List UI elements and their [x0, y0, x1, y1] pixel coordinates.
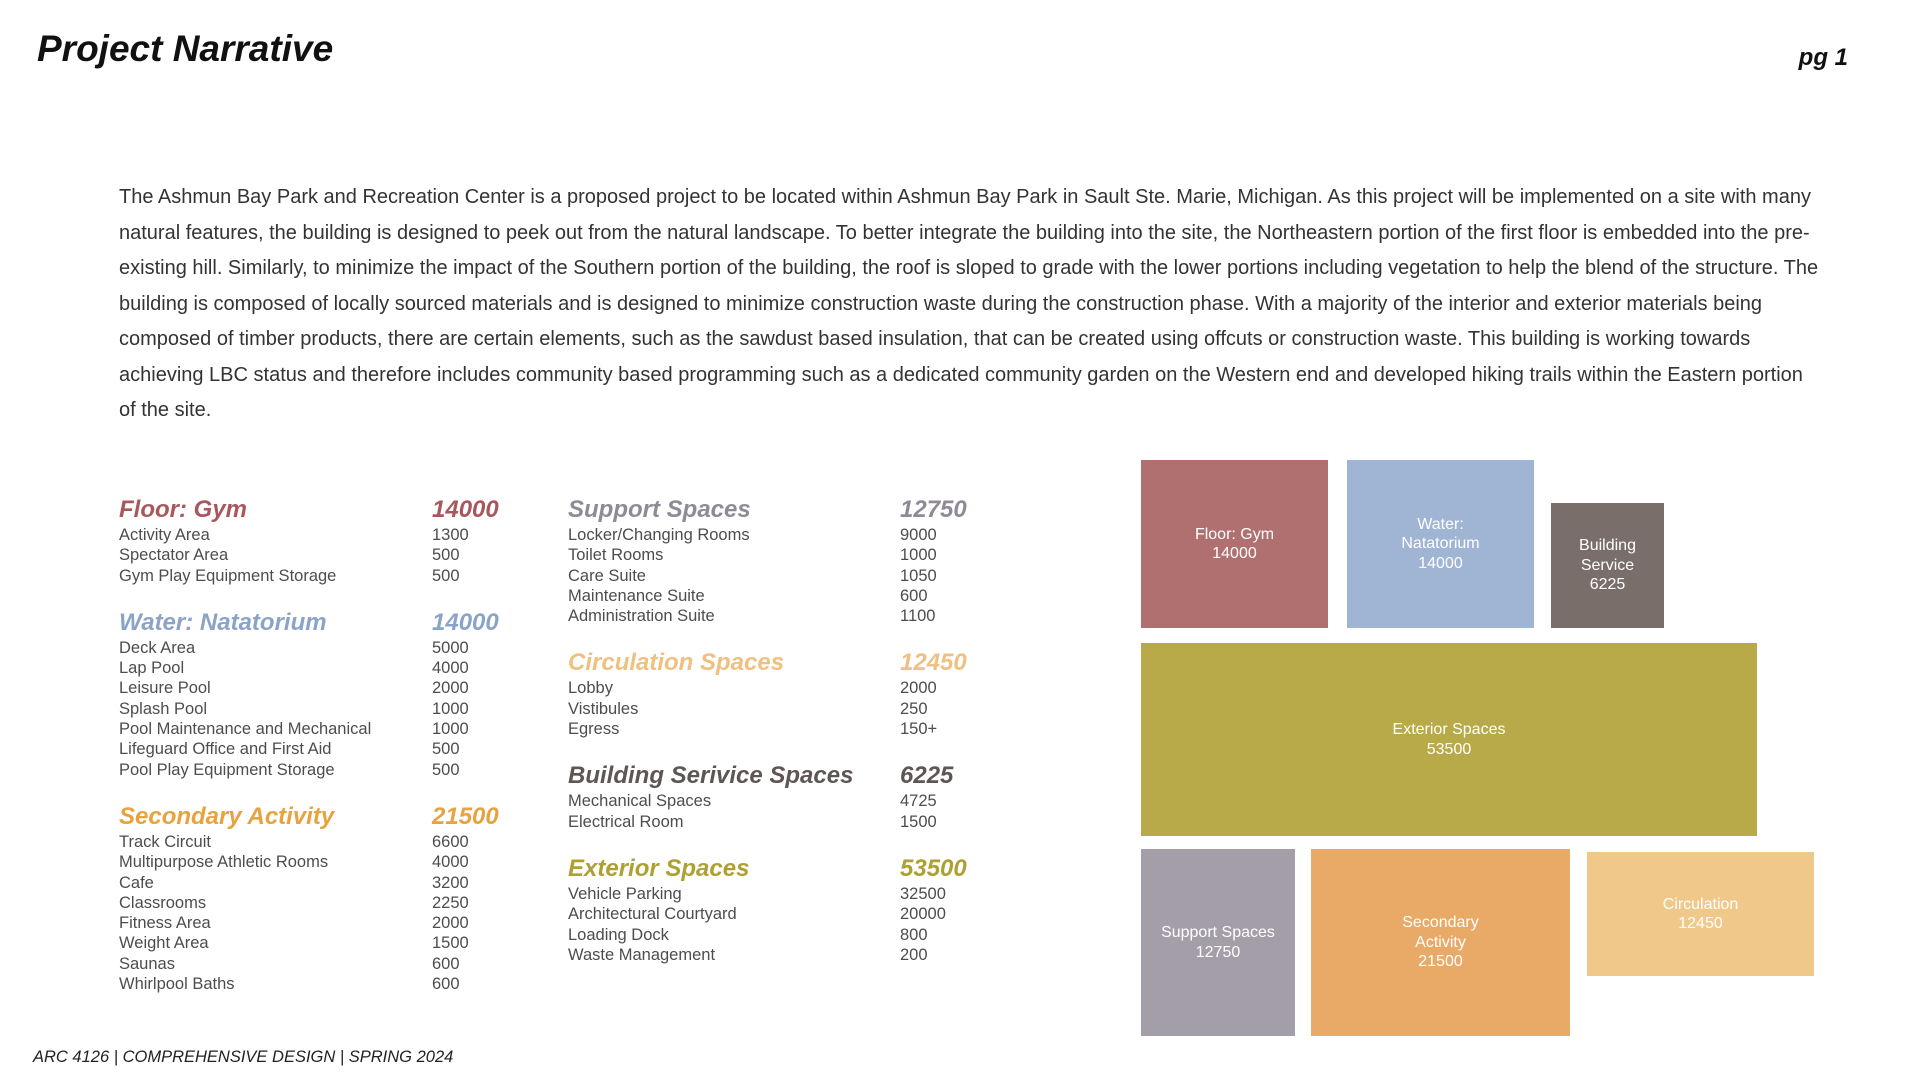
- program-item: [568, 884, 988, 904]
- group-total: 6225: [900, 762, 954, 790]
- item-label: Lap Pool: [119, 659, 185, 678]
- item-label: Pool Play Equipment Storage: [119, 760, 335, 779]
- program-group-circulation: [568, 649, 988, 739]
- program-item: [568, 566, 988, 586]
- block-label: Floor: Gym: [1194, 525, 1275, 543]
- item-value: 2000: [432, 679, 469, 698]
- item-value: 1000: [432, 699, 469, 718]
- item-label: Electrical Room: [568, 812, 684, 831]
- item-label: Care Suite: [568, 566, 646, 585]
- item-value: 4000: [432, 853, 469, 872]
- block-circulation: [1587, 852, 1814, 976]
- item-label: Leisure Pool: [119, 679, 211, 698]
- item-value: 4725: [900, 792, 937, 811]
- group-name: Floor: Gym: [119, 496, 248, 523]
- group-total: 14000: [432, 496, 499, 523]
- program-item: [119, 545, 519, 565]
- program-group-support: [568, 496, 988, 626]
- program-item: [568, 904, 988, 924]
- item-value: 4000: [432, 659, 469, 678]
- item-label: Lifeguard Office and First Aid: [119, 740, 332, 759]
- block-label: Building: [1579, 537, 1636, 555]
- block-label-line-2: Service: [1580, 556, 1635, 574]
- program-item: [119, 760, 519, 780]
- item-value: 2250: [432, 893, 469, 912]
- group-total: 12750: [900, 496, 967, 523]
- program-item: [568, 719, 988, 739]
- group-total: 12450: [900, 649, 967, 677]
- page-title: Project Narrative: [37, 28, 334, 69]
- item-value: 800: [900, 925, 928, 944]
- item-label: Lobby: [568, 679, 613, 698]
- block-label: Water:: [1417, 515, 1464, 533]
- group-name: Water: Natatorium: [119, 608, 327, 636]
- item-label: Track Circuit: [119, 832, 211, 851]
- program-item: [568, 545, 988, 565]
- block-label-line-2: Natatorium: [1401, 535, 1480, 553]
- item-label: Architectural Courtyard: [568, 905, 737, 924]
- program-item: [568, 812, 988, 832]
- item-value: 1300: [432, 526, 469, 544]
- item-value: 6600: [432, 832, 469, 851]
- item-label: Mechanical Spaces: [568, 792, 712, 811]
- block-value: 12750: [1195, 943, 1241, 961]
- program-item: [568, 586, 988, 606]
- program-item: [119, 832, 519, 852]
- item-label: Classrooms: [119, 893, 207, 912]
- item-label: Weight Area: [119, 934, 209, 953]
- item-value: 500: [432, 546, 460, 565]
- program-list-right: [568, 496, 988, 988]
- program-group-gym: [119, 496, 519, 586]
- block-label: Exterior Spaces: [1392, 721, 1506, 738]
- course-footer: ARC 4126 | COMPREHENSIVE DESIGN | SPRING 2024: [33, 1048, 454, 1066]
- block-exterior-spaces: [1141, 643, 1757, 836]
- item-value: 2000: [900, 679, 937, 698]
- program-item: [119, 658, 519, 678]
- item-label: Loading Dock: [568, 925, 669, 944]
- program-item: [119, 954, 519, 974]
- block-label: Support Spaces: [1161, 924, 1275, 941]
- program-item: [119, 852, 519, 872]
- block-value: 21500: [1418, 953, 1463, 971]
- item-value: 600: [900, 586, 928, 605]
- block-value: 53500: [1426, 740, 1472, 758]
- item-label: Whirlpool Baths: [119, 975, 235, 994]
- group-name: Support Spaces: [568, 496, 751, 523]
- group-total: 14000: [432, 608, 499, 636]
- block-label-line-2: Activity: [1415, 933, 1466, 951]
- program-item: [119, 699, 519, 719]
- item-value: 250: [900, 699, 928, 718]
- program-item: [119, 913, 519, 933]
- item-label: Fitness Area: [119, 914, 211, 933]
- block-water-natatorium: [1347, 460, 1534, 628]
- item-label: Locker/Changing Rooms: [568, 526, 750, 544]
- item-label: Gym Play Equipment Storage: [119, 566, 337, 585]
- item-value: 9000: [900, 526, 937, 544]
- program-list-left: [119, 496, 519, 1017]
- group-name: Circulation Spaces: [568, 649, 785, 677]
- item-value: 1000: [432, 720, 469, 739]
- block-support-spaces: [1141, 849, 1295, 1036]
- block-value: 6225: [1589, 576, 1626, 594]
- item-label: Spectator Area: [119, 546, 229, 565]
- program-item: [568, 945, 988, 965]
- group-total: 21500: [432, 802, 499, 830]
- item-label: Administration Suite: [568, 607, 715, 626]
- program-group-exterior: [568, 855, 988, 965]
- program-item: [568, 791, 988, 811]
- block-label: Circulation: [1662, 895, 1739, 913]
- item-value: 1050: [900, 566, 937, 585]
- item-label: Activity Area: [119, 526, 210, 544]
- item-value: 200: [900, 945, 928, 964]
- item-value: 1100: [900, 607, 936, 626]
- block-value: 14000: [1212, 545, 1257, 562]
- program-item: [119, 638, 519, 658]
- item-label: Egress: [568, 720, 620, 739]
- program-item: [568, 525, 988, 545]
- item-value: 600: [432, 954, 460, 973]
- block-floor-gym: [1141, 460, 1328, 628]
- item-label: Pool Maintenance and Mechanical: [119, 720, 372, 739]
- item-label: Splash Pool: [119, 699, 208, 718]
- block-label: Secondary: [1402, 914, 1479, 932]
- program-item: [568, 925, 988, 945]
- group-name: Secondary Activity: [119, 802, 335, 830]
- group-name: Exterior Spaces: [568, 854, 750, 882]
- program-item: [119, 933, 519, 953]
- program-item: [119, 974, 519, 994]
- item-value: 600: [432, 975, 460, 994]
- program-item: [119, 873, 519, 893]
- program-item: [119, 525, 519, 545]
- project-narrative-paragraph: The Ashmun Bay Park and Recreation Center is a proposed project to be located within Ashmun Bay Park in Sault Ste. Marie, Michigan. As this project will be implemented on a site with many natural features, the building is designed to peek out from the natural landscape. To better integrate the building into the site, the Northeastern portion of the first floor is embedded into the pre-existing hill. Similarly, to minimize the impact of the Southern portion of the building, the roof is sloped to grade with the lower portions including vegetation to help the blend of the structure. The building is composed of locally sourced materials and is designed to minimize construction waste during the construction phase. With a majority of the interior and exterior materials being composed of timber products, there are certain elements, such as the sawdust based insulation, that can be created using offcuts or construction waste. This building is working towards achieving LBC status and therefore includes community based programming such as a dedicated community garden on the Western end and developed hiking trails within the Eastern portion of the site.: [119, 186, 1819, 421]
- program-item: [568, 678, 988, 698]
- program-group-secondary-activity: [119, 803, 519, 994]
- block-value: 14000: [1418, 554, 1463, 572]
- program-item: [119, 893, 519, 913]
- item-value: 20000: [900, 905, 946, 924]
- group-total: 53500: [900, 854, 967, 882]
- item-value: 500: [432, 760, 460, 779]
- item-label: Saunas: [119, 954, 175, 973]
- item-value: 1500: [432, 934, 469, 953]
- program-item: [119, 739, 519, 759]
- group-name: Building Serivice Spaces: [568, 762, 854, 790]
- block-value: 12450: [1678, 915, 1723, 932]
- item-value: 2000: [432, 914, 469, 933]
- item-label: Maintenance Suite: [568, 586, 705, 605]
- item-value: 500: [432, 566, 460, 585]
- item-value: 500: [432, 740, 460, 759]
- program-item: [119, 678, 519, 698]
- item-label: Vehicle Parking: [568, 884, 682, 903]
- item-value: 5000: [432, 638, 469, 657]
- program-item: [119, 566, 519, 586]
- block-secondary-activity: [1311, 849, 1570, 1036]
- item-value: 1000: [900, 546, 937, 565]
- item-label: Toilet Rooms: [568, 546, 664, 565]
- program-item: [568, 699, 988, 719]
- page-number: pg 1: [1798, 44, 1848, 71]
- item-label: Waste Management: [568, 945, 716, 964]
- program-group-building-service: [568, 762, 988, 832]
- program-item: [119, 719, 519, 739]
- program-item: [568, 606, 988, 626]
- item-value: 1500: [900, 812, 937, 831]
- item-value: 150+: [900, 720, 938, 739]
- item-value: 3200: [432, 873, 469, 892]
- item-label: Multipurpose Athletic Rooms: [119, 853, 329, 872]
- item-value: 32500: [900, 884, 946, 903]
- program-group-natatorium: [119, 609, 519, 780]
- item-label: Deck Area: [119, 638, 196, 657]
- item-label: Vistibules: [568, 699, 639, 718]
- block-building-service: [1551, 503, 1664, 628]
- item-label: Cafe: [119, 873, 154, 892]
